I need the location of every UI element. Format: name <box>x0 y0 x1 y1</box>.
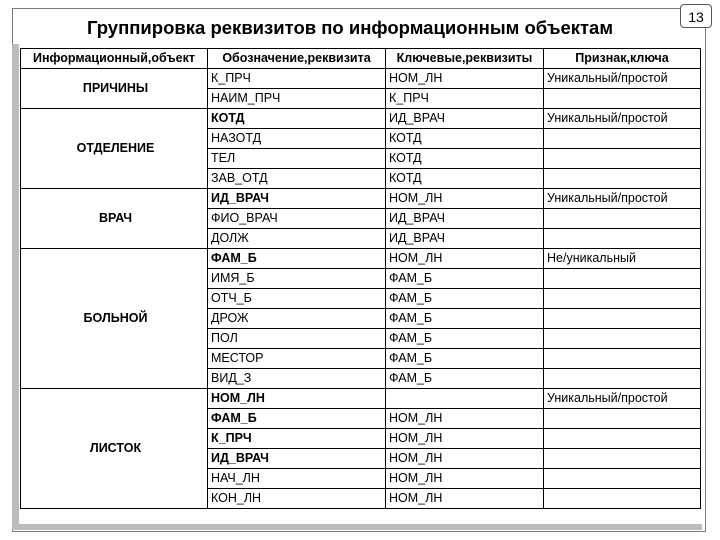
table-header-row <box>21 49 701 69</box>
attribute-cell: ФИО_ВРАЧ <box>208 209 386 229</box>
table-row <box>21 389 701 409</box>
header-attribute: Обозначение,реквизита <box>208 49 386 69</box>
attribute-cell: ОТЧ_Б <box>208 289 386 309</box>
key-sign-cell: Уникальный/простой <box>544 389 701 409</box>
attribute-cell: ЗАВ_ОТД <box>208 169 386 189</box>
attribute-cell: ИД_ВРАЧ <box>208 449 386 469</box>
key-sign-cell <box>544 309 701 329</box>
key-sign-cell <box>544 349 701 369</box>
table-body <box>21 69 701 509</box>
key-sign-cell <box>544 429 701 449</box>
header-object: Информационный,объект <box>21 49 208 69</box>
attribute-cell: ИД_ВРАЧ <box>208 189 386 209</box>
object-name-cell: ЛИСТОК <box>21 389 208 509</box>
key-attribute-cell: ФАМ_Б <box>386 349 544 369</box>
key-attribute-cell: ФАМ_Б <box>386 289 544 309</box>
attribute-cell: ДРОЖ <box>208 309 386 329</box>
key-sign-cell <box>544 469 701 489</box>
page-title: Группировка реквизитов по информационным объектам <box>86 17 614 38</box>
key-sign-cell <box>544 409 701 429</box>
key-attribute-cell: КОТД <box>386 149 544 169</box>
attribute-cell: ФАМ_Б <box>208 409 386 429</box>
key-attribute-cell: НОМ_ЛН <box>386 489 544 509</box>
key-attribute-cell: НОМ_ЛН <box>386 409 544 429</box>
key-attribute-cell: ИД_ВРАЧ <box>386 109 544 129</box>
attribute-cell: КОН_ЛН <box>208 489 386 509</box>
key-attribute-cell: ФАМ_Б <box>386 329 544 349</box>
key-sign-cell <box>544 209 701 229</box>
table-row <box>21 109 701 129</box>
key-sign-cell <box>544 169 701 189</box>
attribute-cell: ТЕЛ <box>208 149 386 169</box>
table-row <box>21 189 701 209</box>
attribute-cell: НАЧ_ЛН <box>208 469 386 489</box>
attribute-cell: К_ПРЧ <box>208 69 386 89</box>
key-attribute-cell: ФАМ_Б <box>386 369 544 389</box>
attribute-cell: ПОЛ <box>208 329 386 349</box>
key-sign-cell <box>544 269 701 289</box>
key-attribute-cell: ИД_ВРАЧ <box>386 209 544 229</box>
key-attribute-cell: К_ПРЧ <box>386 89 544 109</box>
key-attribute-cell: НОМ_ЛН <box>386 189 544 209</box>
object-name-cell: БОЛЬНОЙ <box>21 249 208 389</box>
key-sign-cell: Уникальный/простой <box>544 189 701 209</box>
key-sign-cell: Не/уникальный <box>544 249 701 269</box>
header-key-attributes: Ключевые,реквизиты <box>386 49 544 69</box>
attribute-cell: ИМЯ_Б <box>208 269 386 289</box>
key-sign-cell <box>544 89 701 109</box>
attribute-cell: НАЗОТД <box>208 129 386 149</box>
attribute-cell: ВИД_З <box>208 369 386 389</box>
key-attribute-cell: ФАМ_Б <box>386 269 544 289</box>
table-row <box>21 249 701 269</box>
attribute-cell: КОТД <box>208 109 386 129</box>
key-sign-cell <box>544 329 701 349</box>
key-attribute-cell: НОМ_ЛН <box>386 449 544 469</box>
key-attribute-cell: ИД_ВРАЧ <box>386 229 544 249</box>
key-sign-cell <box>544 369 701 389</box>
attribute-cell: К_ПРЧ <box>208 429 386 449</box>
key-attribute-cell: КОТД <box>386 169 544 189</box>
table-row <box>21 69 701 89</box>
key-sign-cell: Уникальный/простой <box>544 69 701 89</box>
attribute-cell: ДОЛЖ <box>208 229 386 249</box>
page-number-badge: 13 <box>680 4 712 28</box>
object-name-cell: ОТДЕЛЕНИЕ <box>21 109 208 189</box>
key-attribute-cell: КОТД <box>386 129 544 149</box>
key-attribute-cell: НОМ_ЛН <box>386 69 544 89</box>
key-attribute-cell <box>386 389 544 409</box>
bottom-bar <box>12 524 702 530</box>
key-attribute-cell: ФАМ_Б <box>386 309 544 329</box>
left-sidebar-bar <box>12 44 19 528</box>
attributes-table <box>20 48 701 509</box>
key-sign-cell: Уникальный/простой <box>544 109 701 129</box>
key-attribute-cell: НОМ_ЛН <box>386 469 544 489</box>
key-sign-cell <box>544 289 701 309</box>
attribute-cell: МЕСТОР <box>208 349 386 369</box>
key-sign-cell <box>544 129 701 149</box>
key-sign-cell <box>544 229 701 249</box>
key-attribute-cell: НОМ_ЛН <box>386 429 544 449</box>
object-name-cell: ПРИЧИНЫ <box>21 69 208 109</box>
object-name-cell: ВРАЧ <box>21 189 208 249</box>
key-attribute-cell: НОМ_ЛН <box>386 249 544 269</box>
attribute-cell: ФАМ_Б <box>208 249 386 269</box>
key-sign-cell <box>544 149 701 169</box>
key-sign-cell <box>544 489 701 509</box>
attribute-cell: НОМ_ЛН <box>208 389 386 409</box>
key-sign-cell <box>544 449 701 469</box>
header-key-sign: Признак,ключа <box>544 49 701 69</box>
attribute-cell: НАИМ_ПРЧ <box>208 89 386 109</box>
